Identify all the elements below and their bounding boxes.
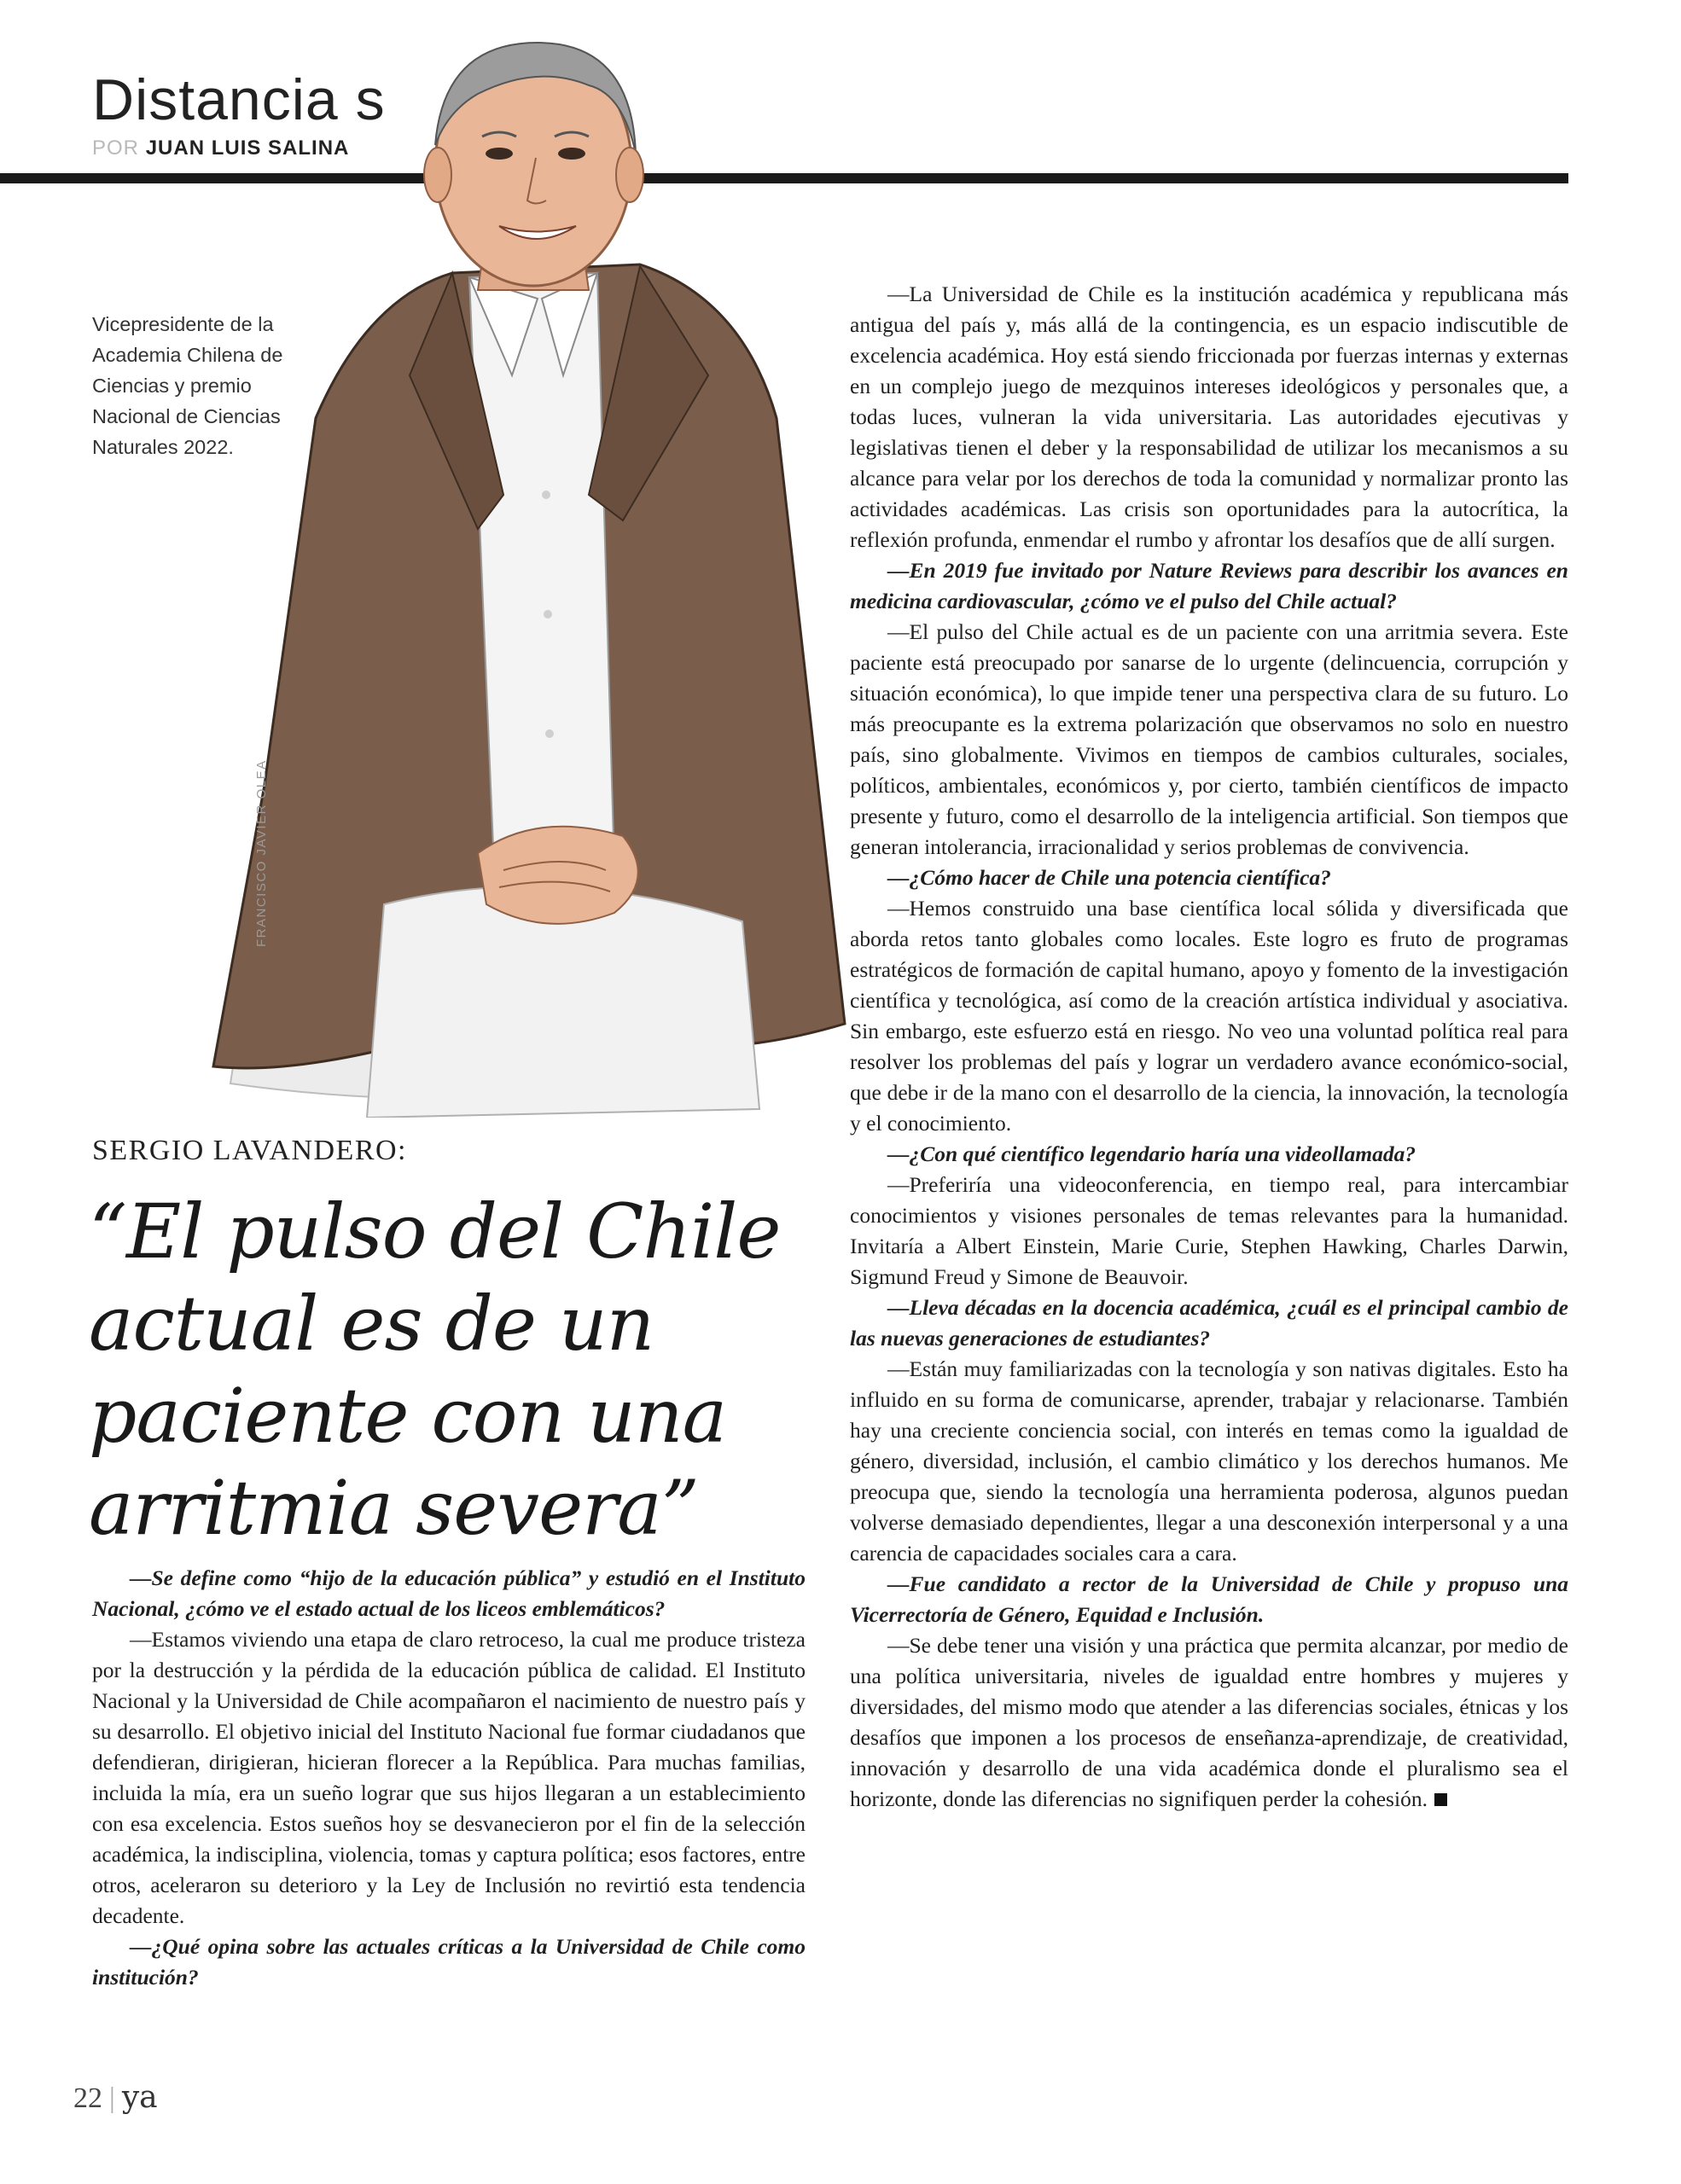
question-paragraph: —Se define como “hijo de la educación pública” y estudió en el Instituto Nacional, ¿cómo ve el estado actual de los liceos emblemáticos? <box>92 1565 806 1621</box>
subject-name: SERGIO LAVANDERO: <box>92 1135 408 1166</box>
portrait-illustration <box>196 17 879 1118</box>
answer-paragraph: —Hemos construido una base científica local sólida y diversificada que aborda retos tanto globales como locales. Este logro es fruto de programas estratégicos de formación de capital humano, apoyo y fomento de la investigación científica y tecnológica, así como de la creación artística individual y asociativa. Sin embargo, este esfuerzo está en riesgo. No veo una voluntad política real para resolver los problemas del país y lograr un verdadero avance económico-social, que debe ir de la mano con el desarrollo de la ciencia, la innovación, la tecnología y el conocimiento. <box>850 896 1568 1136</box>
photo-credit: FRANCISCO JAVIER OLEA <box>254 759 269 947</box>
page-number: 22 <box>73 2082 102 2114</box>
caption: Vicepresidente de la Academia Chilena de Ciencias y premio Nacional de Ciencias Naturales 2022. <box>92 313 283 458</box>
magazine-logo: ya <box>121 2080 158 2115</box>
question-paragraph: —Fue candidato a rector de la Universidad de Chile y propuso una Vicerrectoría de Género, Equidad e Inclusión. <box>850 1571 1568 1627</box>
answer-text: —Se debe tener una visión y una práctica que permita alcanzar, por medio de una política universitaria, niveles de igualdad entre hombres y mujeres y diversidades, del mismo modo que atender a las diferencias sociales, étnicas y los desafíos que imponen a los procesos de enseñanza-aprendizaje, de creatividad, innovación y desarrollo de una vida académica donde el pluralismo sea el horizonte, donde las diferencias no signifiquen perder la cohesión. <box>850 1633 1568 1811</box>
question-paragraph: —¿Qué opina sobre las actuales críticas a la Universidad de Chile como institución? <box>92 1934 806 1989</box>
article-column-right <box>850 279 1568 1815</box>
answer-paragraph: —Estamos viviendo una etapa de claro retroceso, la cual me produce tristeza por la destrucción y la pérdida de la educación pública de calidad. El Instituto Nacional y la Universidad de Chile acompañaron el nacimiento de nuestro país y su desarrollo. El objetivo inicial del Instituto Nacional fue formar ciudadanos que defendieran, dirigieran, hicieran florecer a la República. Para muchas familias, incluida la mía, era un sueño lograr que sus hijos llegaran a un establecimiento con esa excelencia. Estos sueños hoy se desvanecieron por el fin de la selección académica, la indisciplina, violencia, tomas y captura política; esos factores, entre otros, aceleraron su deterioro y la Ley de Inclusión no revirtió esta tendencia decadente. <box>92 1627 806 1928</box>
section-title: Distancia s <box>92 67 386 132</box>
end-mark-icon <box>1434 1793 1447 1806</box>
question-paragraph: —¿Cómo hacer de Chile una potencia científica? <box>887 865 1331 890</box>
answer-paragraph: —La Universidad de Chile es la institución académica y republicana más antigua del país y, más allá de la contingencia, es un espacio indiscutible de excelencia académica. Hoy está siendo friccionada por fuerzas internas y externas en un complejo juego de mezquinos intereses ideológicos y personales que, a todas luces, vulneran la vida universitaria. Las autoridades ejecutivas y legislativas tienen el deber y la responsabilidad de utilizar los mecanismos a su alcance para velar por los derechos de toda la comunidad y normalizar pronto las actividades académicas. Las crisis son oportunidades para la autocrítica, la reflexión profunda, enmendar el rumbo y afrontar los desafíos que de allí surgen. <box>850 282 1568 552</box>
headline: “El pulso del Chile actual es de un paciente con una arritmia severa” <box>89 1188 781 1552</box>
byline-prefix: POR <box>92 136 140 160</box>
question-paragraph: —En 2019 fue invitado por Nature Reviews para describir los avances en medicina cardiovascular, ¿cómo ve el pulso del Chile actual? <box>850 558 1568 613</box>
byline-author: JUAN LUIS SALINA <box>145 136 350 160</box>
article-column-left <box>92 1563 806 1993</box>
answer-paragraph: —Están muy familiarizadas con la tecnología y son nativas digitales. Esto ha influido en su forma de comunicarse, aprender, trabajar y relacionarse. También hay una creciente conciencia social, con interés en temas como la igualdad de género, diversidad, inclusión, el cambio climático y los derechos humanos. Me preocupa que, siendo la tecnología una herramienta poderosa, algunos puedan volverse demasiado dependientes, llegar a una desconexión interpersonal y a una carencia de capacidades sociales cara a cara. <box>850 1356 1568 1565</box>
answer-paragraph-final <box>850 1630 1568 1815</box>
question-paragraph: —¿Con qué científico legendario haría una videollamada? <box>887 1141 1416 1166</box>
question-paragraph: —Lleva décadas en la docencia académica, ¿cuál es el principal cambio de las nuevas generaciones de estudiantes? <box>850 1295 1568 1350</box>
footer-separator: | <box>109 2082 115 2114</box>
answer-paragraph: —Preferiría una videoconferencia, en tiempo real, para intercambiar conocimientos y visiones personales de temas relevantes para la humanidad. Invitaría a Albert Einstein, Marie Curie, Stephen Hawking, Charles Darwin, Sigmund Freud y Simone de Beauvoir. <box>850 1172 1568 1289</box>
answer-paragraph: —El pulso del Chile actual es de un paciente con una arritmia severa. Este paciente está preocupado por sanarse de lo urgente (delincuencia, corrupción y situación económica), lo que impide tener una perspectiva clara de su futuro. Lo más preocupante es la extrema polarización que observamos no solo en nuestro país, sino globalmente. Vivimos en tiempos de cambios culturales, sociales, políticos, ambientales, económicos y, por cierto, también científicos de impacto presente y futuro, como el desarrollo de la inteligencia artificial. Son tiempos que generan intolerancia, irracionalidad y serios problemas de convivencia. <box>850 619 1568 859</box>
page-footer <box>73 2080 158 2115</box>
